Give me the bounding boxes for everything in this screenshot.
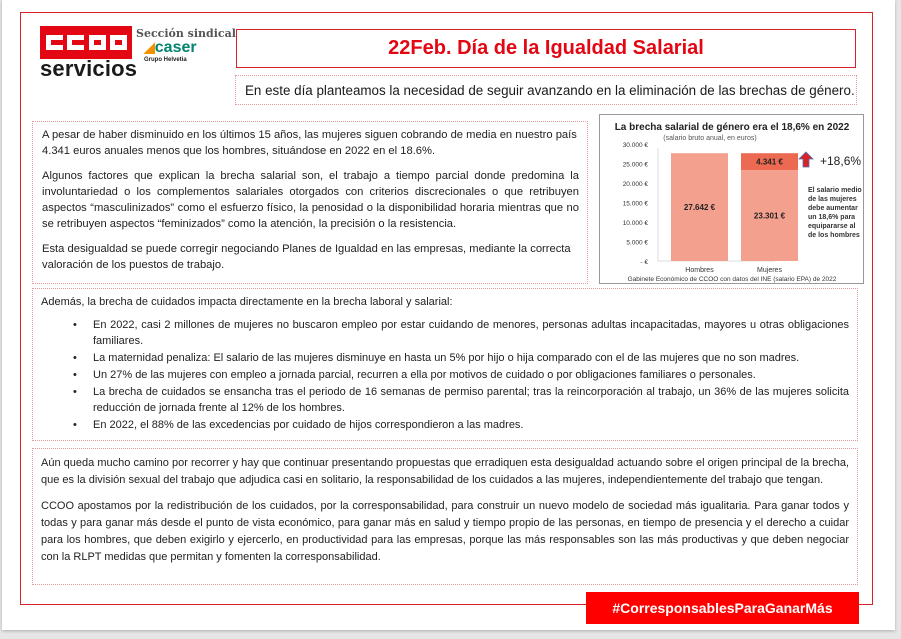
page-subtitle: En este día planteamos la necesidad de seguir avanzando en la eliminación de las brechas de género. bbox=[245, 82, 855, 98]
annotation-line: un 18,6% para bbox=[808, 214, 856, 221]
closing-paragraph: Aún queda mucho camino por recorrer y hay que continuar presentando propuestas que erradiquen esta desigualdad actuando sobre el origen principal de la brecha, que es la división sexual del trabajo que adjudica casi en solitario, la responsabilidad de los cuidados a las mujeres, independientemente del trabajo que tengan. bbox=[41, 457, 849, 486]
document-page bbox=[2, 0, 895, 630]
caser-swoosh-icon: ◢ bbox=[144, 39, 155, 55]
up-arrow-icon bbox=[799, 152, 813, 167]
bullet-icon: • bbox=[73, 352, 77, 364]
caser-name: caser bbox=[154, 39, 197, 56]
list-item: • En 2022, casi 2 millones de mujeres no buscaron empleo por estar cuidando de menores, personas adultas incapacitadas, mayores u otras obligaciones familiares. bbox=[73, 319, 849, 347]
chart-svg bbox=[600, 115, 863, 283]
list-item: • La maternidad penaliza: El salario de las mujeres disminuye en hasta un 5% por hijo o hija comparado con el de las mujeres que no son madres. bbox=[73, 352, 800, 364]
list-item: • En 2022, el 88% de las excedencias por cuidado de hijos correspondieron a las madres. bbox=[73, 419, 524, 431]
chart-subtitle: (salario bruto anual, en euros) bbox=[663, 135, 757, 142]
care-bullet-list bbox=[41, 317, 849, 433]
gap-percentage: +18,6% bbox=[820, 154, 862, 168]
list-item: • La brecha de cuidados se ensancha tras el periodo de 16 semanas de permiso parental; tras la reincorporación al trabajo, un 36% de las mujeres solicita reducción de jornada frente al 12% de los hombres. bbox=[73, 386, 849, 414]
section-label: Sección sindical bbox=[136, 27, 236, 40]
closing-box bbox=[32, 448, 858, 585]
chart-source: Gabinete Económico de CCOO con datos del INE (salario EPA) de 2022 bbox=[627, 276, 837, 283]
title-box bbox=[236, 29, 856, 68]
x-tick-label: Mujeres bbox=[757, 267, 782, 274]
y-tick-label: 30.000 € bbox=[622, 142, 648, 149]
bullet-icon: • bbox=[73, 369, 77, 381]
care-gap-box bbox=[32, 288, 858, 441]
annotation-line: debe aumentar bbox=[808, 205, 858, 212]
bullet-icon: • bbox=[73, 319, 77, 331]
y-tick-label: - € bbox=[640, 259, 648, 266]
gap-value-label: 4.341 € bbox=[756, 157, 783, 167]
list-item: • Un 27% de las mujeres con empleo a jornada parcial, recurren a ella por motivos de cuidado o por obligaciones familiares o personales. bbox=[73, 369, 756, 381]
logo-servicios-text: servicios bbox=[40, 56, 138, 81]
bar-value-label: 23.301 € bbox=[753, 211, 786, 221]
chart-title: La brecha salarial de género era el 18,6% en 2022 bbox=[614, 122, 850, 133]
hashtag-banner bbox=[586, 592, 859, 624]
caser-logo bbox=[144, 39, 197, 57]
page-title: 22Feb. Día de la Igualdad Salarial bbox=[388, 37, 704, 59]
annotation-line: El salario medio bbox=[808, 187, 862, 194]
intro-text-box bbox=[32, 121, 588, 284]
y-tick-label: 20.000 € bbox=[622, 181, 648, 188]
y-tick-label: 25.000 € bbox=[622, 161, 648, 169]
ccoo-logo bbox=[40, 26, 132, 59]
intro-paragraph: Algunos factores que explican la brecha salarial son, el trabajo a tiempo parcial donde predomina la involuntariedad o los complementos salariales otorgados con criterios discrecionales o que retribuyen aspectos “masculinizados” como el esfuerzo físico, la penosidad o la disponibilidad horaria mientras que no se retribuyen aspectos “feminizados” como la atención, la precisión o la resistencia. bbox=[42, 170, 579, 230]
hashtag-text: #CorresponsablesParaGanarMás bbox=[612, 600, 833, 616]
x-tick-label: Hombres bbox=[685, 267, 714, 274]
intro-paragraph: Esta desigualdad se puede corregir negociando Planes de Igualdad en las empresas, mediante la correcta valoración de los puestos de trabajo. bbox=[42, 243, 571, 271]
annotation-line: de los hombres bbox=[808, 232, 860, 239]
bullet-icon: • bbox=[73, 386, 77, 398]
annotation-line: equipararse al bbox=[808, 223, 856, 230]
closing-paragraph: CCOO apostamos por la redistribución de los cuidados, por la corresponsabilidad, para construir un nuevo modelo de sociedad más igualitaria. Para ganar todos y todas y para ganar más desde el punto de vista económico, para ganar más en salud y tiempo propio de las personas, en tiempo de presencia y el derecho a cuidar para los hombres, que deben exigirlo y ejercerlo, en productividad para las empresas, porque las más responsables son las más productivas y que deben negociar con la RLPT medidas que permitan y fomenten la corresponsabilidad. bbox=[41, 500, 849, 563]
y-tick-label: 15.000 € bbox=[622, 200, 648, 208]
bullet-icon: • bbox=[73, 419, 77, 431]
bar-value-label: 27.642 € bbox=[683, 203, 716, 213]
company-group: Grupo Helvetia bbox=[144, 57, 187, 63]
subtitle-box bbox=[235, 75, 857, 105]
annotation-line: de las mujeres bbox=[808, 196, 857, 203]
y-tick-label: 10.000 € bbox=[622, 220, 648, 227]
intro-paragraph: A pesar de haber disminuido en los últimos 15 años, las mujeres siguen cobrando de media en nuestro país 4.341 euros anuales menos que los hombres, situándose en 2022 en el 18.6%. bbox=[42, 129, 577, 157]
salary-gap-chart bbox=[599, 114, 864, 284]
y-tick-label: 5.000 € bbox=[626, 239, 648, 247]
care-lead: Además, la brecha de cuidados impacta directamente en la brecha laboral y salarial: bbox=[41, 296, 453, 308]
